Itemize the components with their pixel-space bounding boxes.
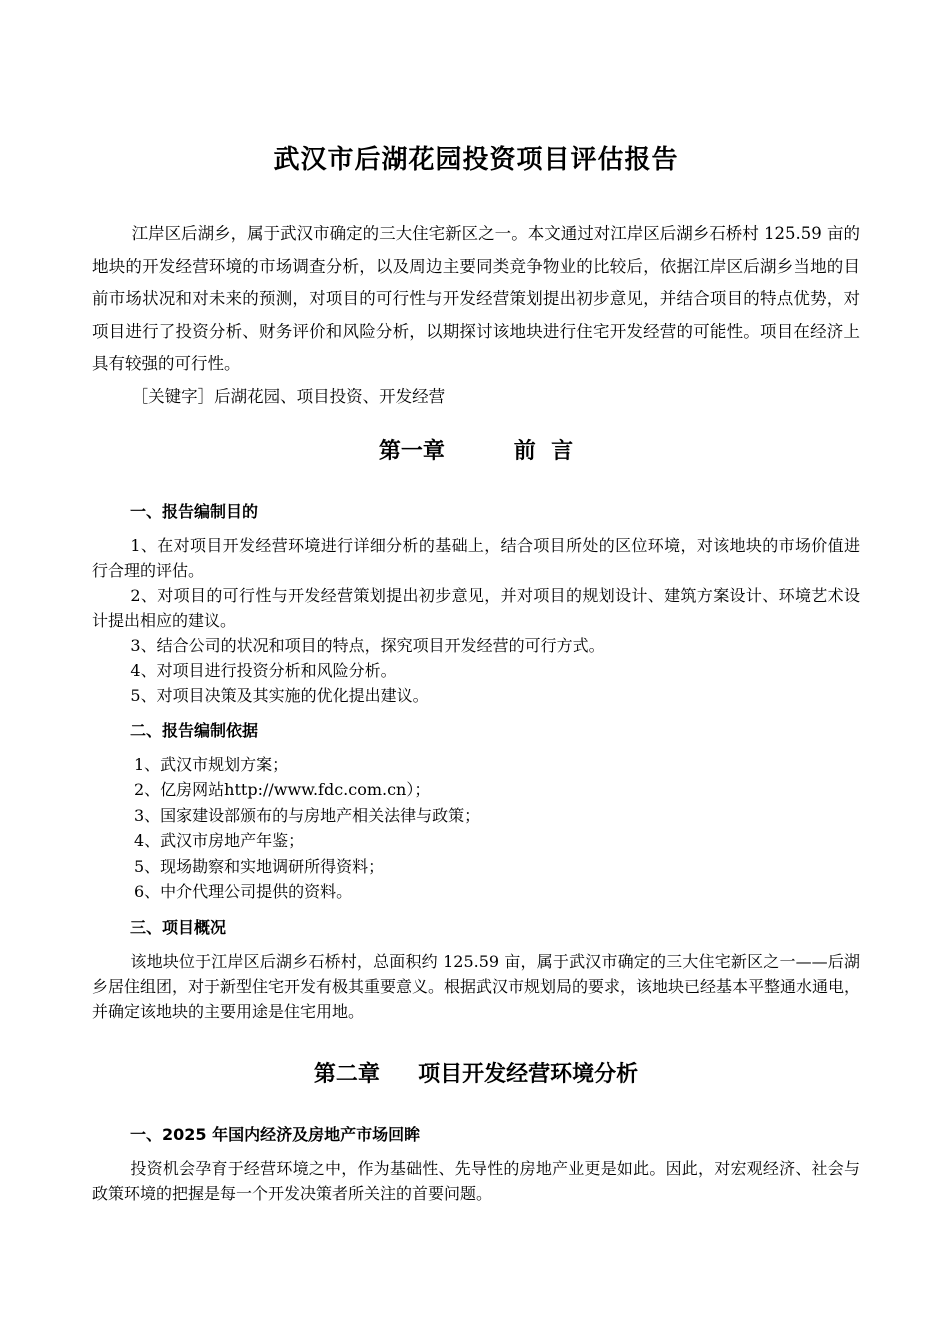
market-review-paragraph: 投资机会孕育于经营环境之中，作为基础性、先导性的房地产业更是如此。因此，对宏观经济、社会与政策环境的把握是每一个开发决策者所关注的首要问题。 <box>92 1158 860 1203</box>
chapter-1-title: 第一章 前 言 <box>378 438 574 464</box>
chapter-2-title: 第二章 项目开发经营环境分析 <box>313 1061 639 1087</box>
purpose-item: 1、在对项目开发经营环境进行详细分析的基础上，结合项目所处的区位环境，对该地块的市场价值进行合理的评估。 <box>92 535 860 580</box>
market-review-block <box>92 1156 860 1206</box>
basis-item: 4、武汉市房地产年鉴； <box>134 831 305 850</box>
overview-paragraph: 该地块位于江岸区后湖乡石桥村，总面积约 125.59 亩，属于武汉市确定的三大住宅新区之一——后湖乡居住组团，对于新型住宅开发有极其重要意义。根据武汉市规划局的要求，该地块已经基本平整通水通电，并确定该地块的主要用途是住宅用地。 <box>92 951 861 1021</box>
purpose-item: 5、对项目决策及其实施的优化提出建议。 <box>130 685 429 705</box>
section-market-review-heading: 一、2025 年国内经济及房地产市场回眸 <box>130 1124 421 1144</box>
overview-block <box>92 949 860 1024</box>
basis-item: 2、亿房网站http://www.fdc.com.cn）； <box>134 780 431 799</box>
basis-item: 5、现场勘察和实地调研所得资料； <box>134 856 385 876</box>
section-purpose-heading: 一、报告编制目的 <box>130 501 259 521</box>
purpose-list <box>92 533 860 708</box>
basis-item: 3、国家建设部颁布的与房地产相关法律与政策； <box>134 805 481 825</box>
document-page <box>92 140 860 1216</box>
keywords-line: ［关键字］后湖花园、项目投资、开发经营 <box>131 386 446 406</box>
basis-list <box>92 752 860 905</box>
document-title: 武汉市后湖花园投资项目评估报告 <box>273 145 679 175</box>
basis-item: 1、武汉市规划方案； <box>134 754 289 774</box>
purpose-item: 2、对项目的可行性与开发经营策划提出初步意见，并对项目的规划设计、建筑方案设计、环境艺术设计提出相应的建议。 <box>92 585 860 630</box>
abstract-paragraph: 江岸区后湖乡，属于武汉市确定的三大住宅新区之一。本文通过对江岸区后湖乡石桥村 125.59 亩的地块的开发经营环境的市场调查分析，以及周边主要同类竞争物业的比较后，依据江岸区后湖乡当地的目前市场状况和对未来的预测，对项目的可行性与开发经营策划提出初步意见，并结合项目的特点优势，对项目进行了投资分析、财务评价和风险分析，以期探讨该地块进行住宅开发经营的可能性。项目在经济上具有较强的可行性。 <box>92 224 860 373</box>
purpose-item: 4、对项目进行投资分析和风险分析。 <box>130 660 397 680</box>
section-overview-heading: 三、项目概况 <box>130 917 227 937</box>
basis-item: 6、中介代理公司提供的资料。 <box>134 882 353 901</box>
purpose-item: 3、结合公司的状况和项目的特点，探究项目开发经营的可行方式。 <box>130 635 605 655</box>
section-basis-heading: 二、报告编制依据 <box>130 720 259 740</box>
